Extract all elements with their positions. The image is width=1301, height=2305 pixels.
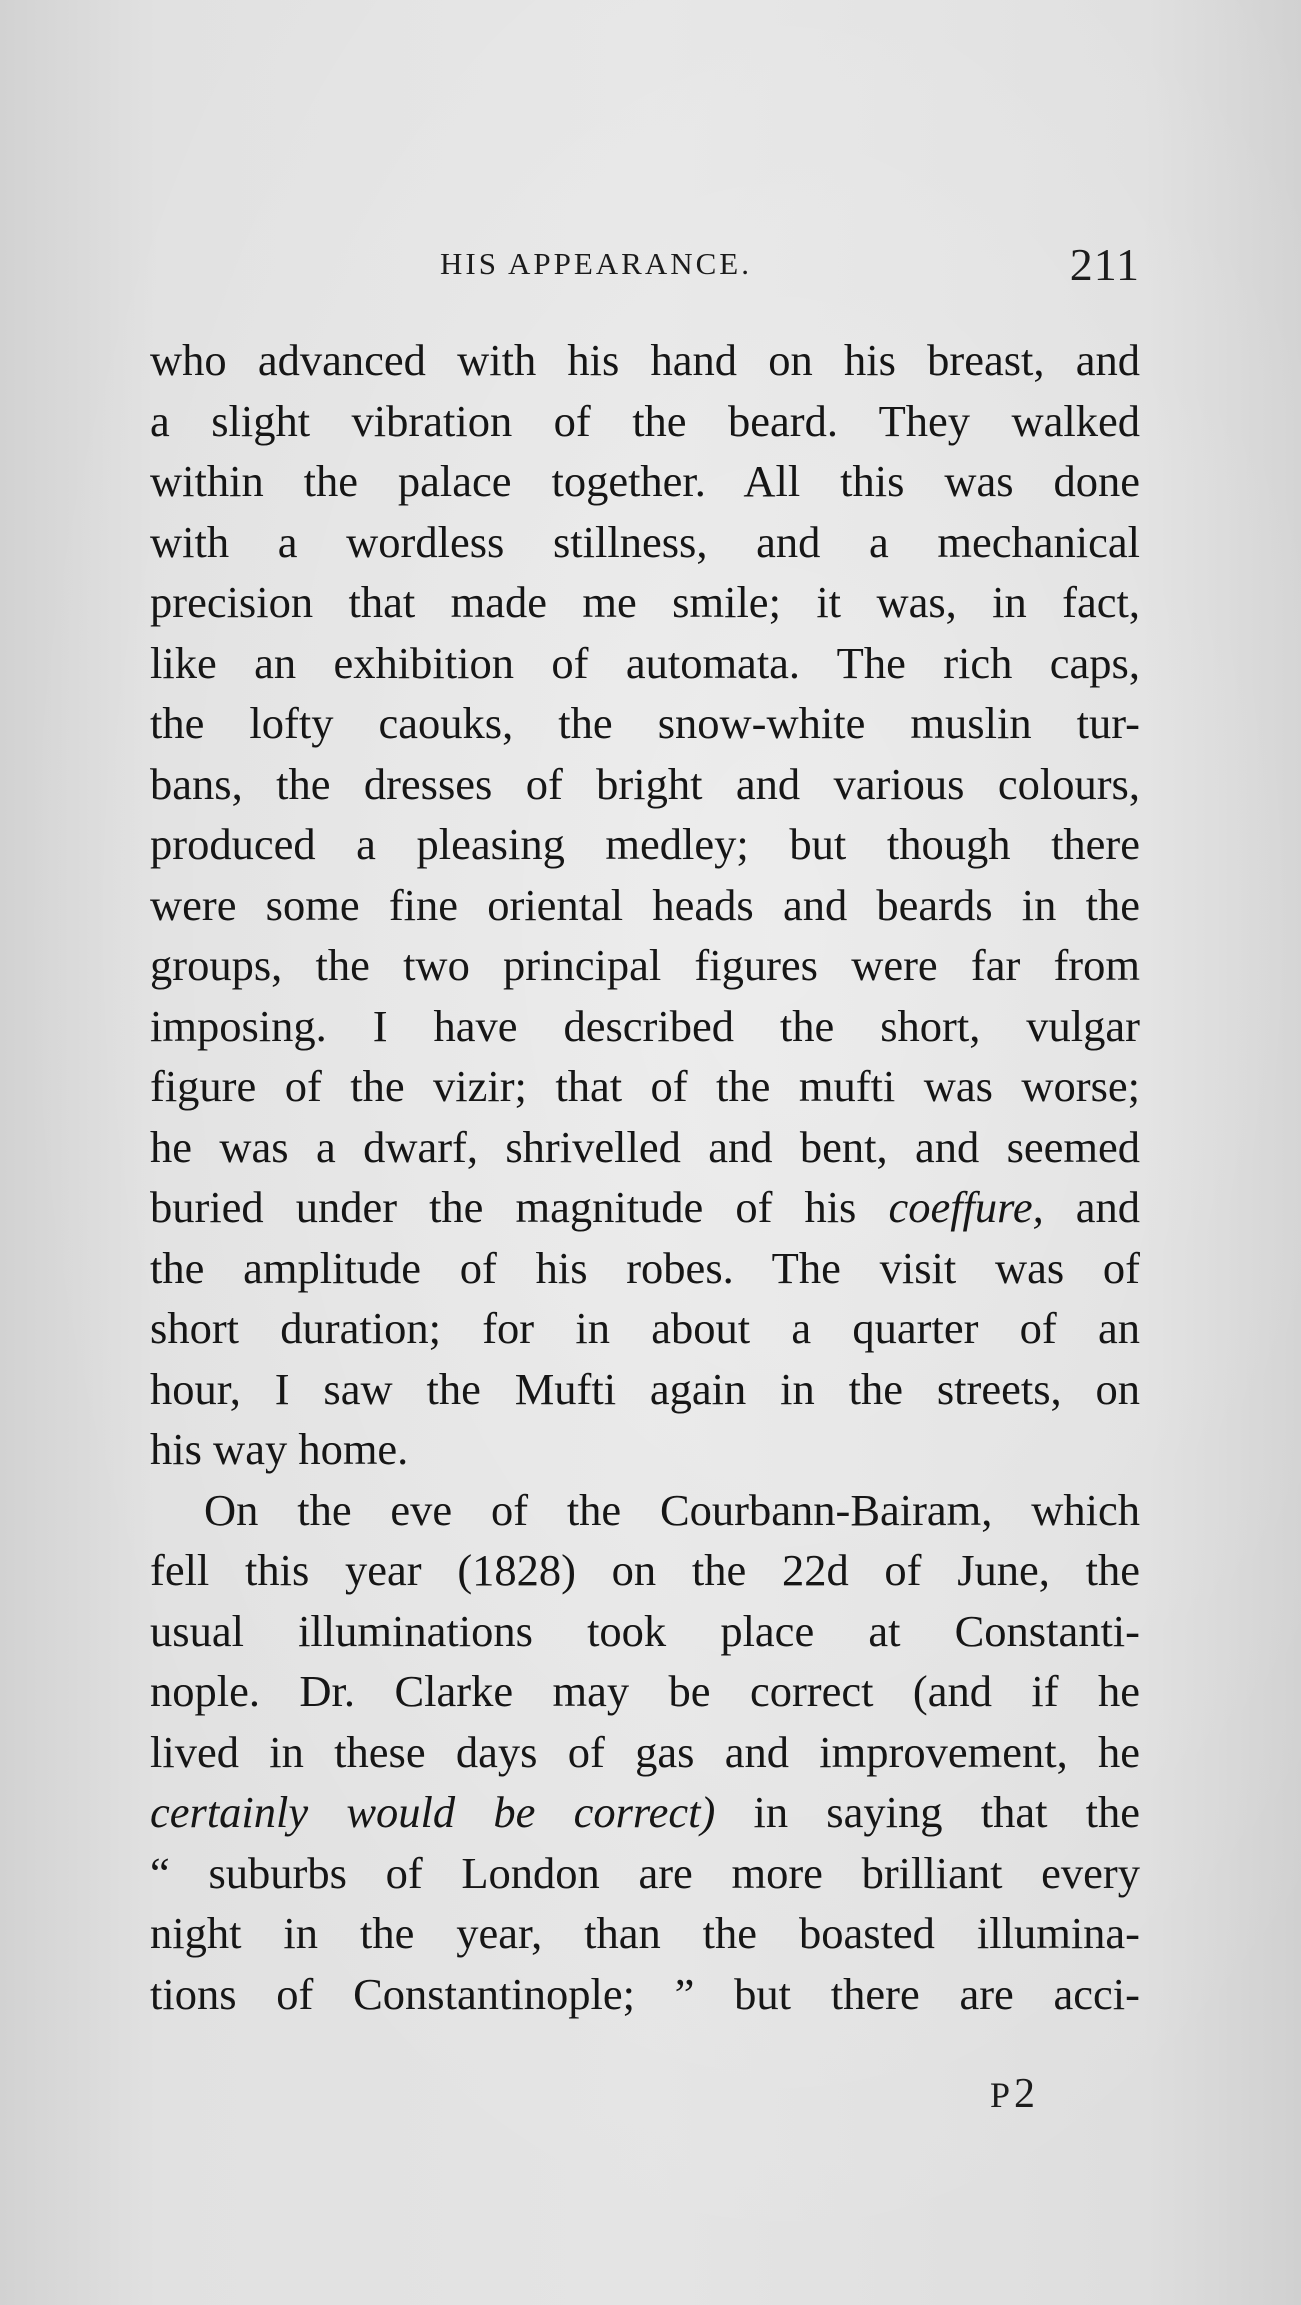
text-line: short duration; for in about a quarter of an [150,1303,1140,1353]
text-line: tions of Constantinople; ” but there are acci- [150,1968,1140,2019]
text-line: the lofty caouks, the snow-white muslin tur- [150,698,1140,748]
text-line-with-italic [150,1177,1140,1238]
text-line: night in the year, than the boasted illumina- [150,1908,1140,1958]
text-line: nople. Dr. Clarke may be correct (and if he [150,1666,1140,1716]
text-line: imposing. I have described the short, vulgar [150,1000,1140,1051]
text-line: produced a pleasing medley; but though there [150,819,1140,869]
text-line: his way home. [150,1424,409,1474]
text-line: he was a dwarf, shrivelled and bent, and seemed [150,1121,1140,1172]
page-number: 211 [1069,239,1140,290]
text-fragment: in saying that the [753,1787,1141,1837]
text-line: a slight vibration of the beard. They walked [150,395,1140,446]
running-head [150,238,1140,288]
text-line-with-italic [150,1782,1140,1843]
italic-word: coeffure, [888,1182,1044,1232]
text-line: like an exhibition of automata. The rich caps, [150,637,1140,688]
text-line: who advanced with his hand on his breast, and [150,335,1140,385]
text-line: fell this year (1828) on the 22d of June, the [150,1545,1140,1595]
text-line: usual illuminations took place at Constanti- [150,1605,1140,1656]
signature-number: 2 [1014,2071,1040,2117]
text-line: On the eve of the Courbann-Bairam, which [204,1484,1140,1535]
text-line: lived in these days of gas and improvement, he [150,1726,1140,1777]
text-fragment: buried under the magnitude of his [150,1182,857,1232]
text-fragment: and [1075,1182,1141,1232]
running-title: HIS APPEARANCE. [440,246,752,281]
text-line: figure of the vizir; that of the mufti was worse; [150,1061,1140,1111]
signature-letter: P [990,2075,1015,2115]
text-line: were some fine oriental heads and beards in the [150,879,1140,930]
text-line: hour, I saw the Mufti again in the streets, on [150,1363,1140,1414]
text-line: within the palace together. All this was done [150,456,1140,506]
text-line: bans, the dresses of bright and various colours, [150,758,1140,809]
italic-phrase: certainly would be correct) [150,1787,716,1837]
text-line: the amplitude of his robes. The visit was of [150,1242,1140,1293]
text-line: with a wordless stillness, and a mechanical [150,516,1140,567]
text-line: precision that made me smile; it was, in fact, [150,577,1140,627]
signature-mark [990,2070,1039,2118]
body-text [150,330,1140,2024]
text-line: groups, the two principal figures were far from [150,940,1140,990]
text-line: “ suburbs of London are more brilliant every [150,1847,1140,1898]
